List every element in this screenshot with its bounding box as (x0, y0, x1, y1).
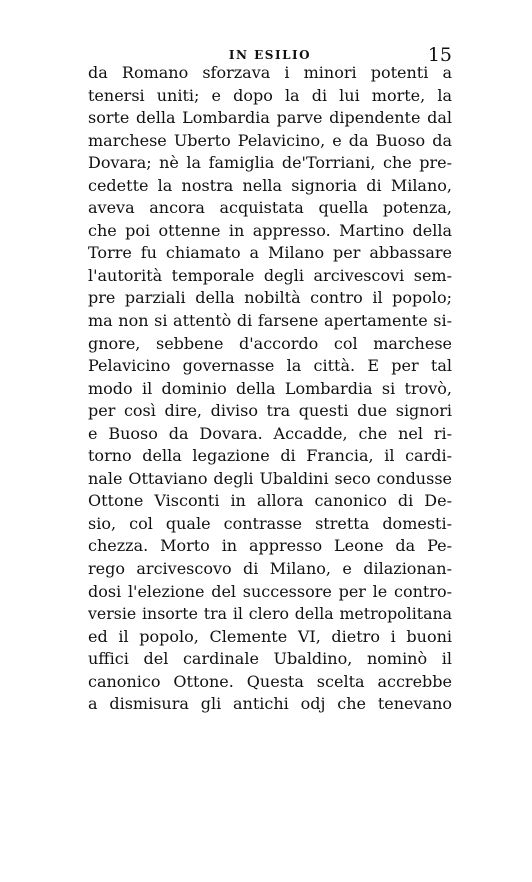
text-line: a dismisura gli antichi odj che tenevano (88, 694, 452, 714)
text-line: Torre fu chiamato a Milano per abbassare (88, 243, 452, 263)
text-line: pre parziali della nobiltà contro il popolo; (88, 288, 452, 308)
text-line: che poi ottenne in appresso. Martino della (88, 220, 452, 240)
text-line: l'autorità temporale degli arcivescovi sem- (88, 265, 452, 285)
text-line: nale Ottaviano degli Ubaldini seco condusse (88, 468, 452, 488)
text-line: sorte della Lombardia parve dipendente dal (88, 108, 452, 128)
text-line: versie insorte tra il clero della metropolitana (88, 604, 452, 624)
text-line: e Buoso da Dovara. Accadde, che nel ri- (88, 423, 452, 443)
text-line: aveva ancora acquistata quella potenza, (88, 198, 452, 218)
text-line: Ottone Visconti in allora canonico di De- (88, 491, 452, 511)
text-line: dosi l'elezione del successore per le contro- (88, 581, 452, 601)
text-line: ed il popolo, Clemente VI, dietro i buoni (88, 626, 452, 646)
text-line: sio, col quale contrasse stretta domesti- (88, 513, 452, 533)
text-line: per così dire, diviso tra questi due signori (88, 401, 452, 421)
text-line: uffici del cardinale Ubaldino, nominò il (88, 649, 452, 669)
text-line: Pelavicino governasse la città. E per tal (88, 356, 452, 376)
text-line: da Romano sforzava i minori potenti a (88, 63, 452, 82)
text-line: ma non si attentò di farsene apertamente si- (88, 311, 452, 331)
text-line: tenersi uniti; e dopo la di lui morte, la (88, 85, 452, 105)
page-number: 15 (427, 44, 452, 66)
text-line: modo il dominio della Lombardia si trovò, (88, 378, 452, 398)
text-line: canonico Ottone. Questa scelta accrebbe (88, 671, 452, 691)
text-line: rego arcivescovo di Milano, e dilazionan- (88, 559, 452, 579)
body-text (88, 62, 452, 716)
text-line: cedette la nostra nella signoria di Milano, (88, 175, 452, 195)
text-line: chezza. Morto in appresso Leone da Pe- (88, 536, 452, 556)
text-line: marchese Uberto Pelavicino, e da Buoso da (88, 130, 452, 150)
text-line: torno della legazione di Francia, il cardi- (88, 446, 452, 466)
text-line: Dovara; nè la famiglia de'Torriani, che pre- (88, 153, 452, 173)
running-title: IN ESILIO (228, 48, 312, 62)
text-line: gnore, sebbene d'accordo col marchese (88, 333, 452, 353)
